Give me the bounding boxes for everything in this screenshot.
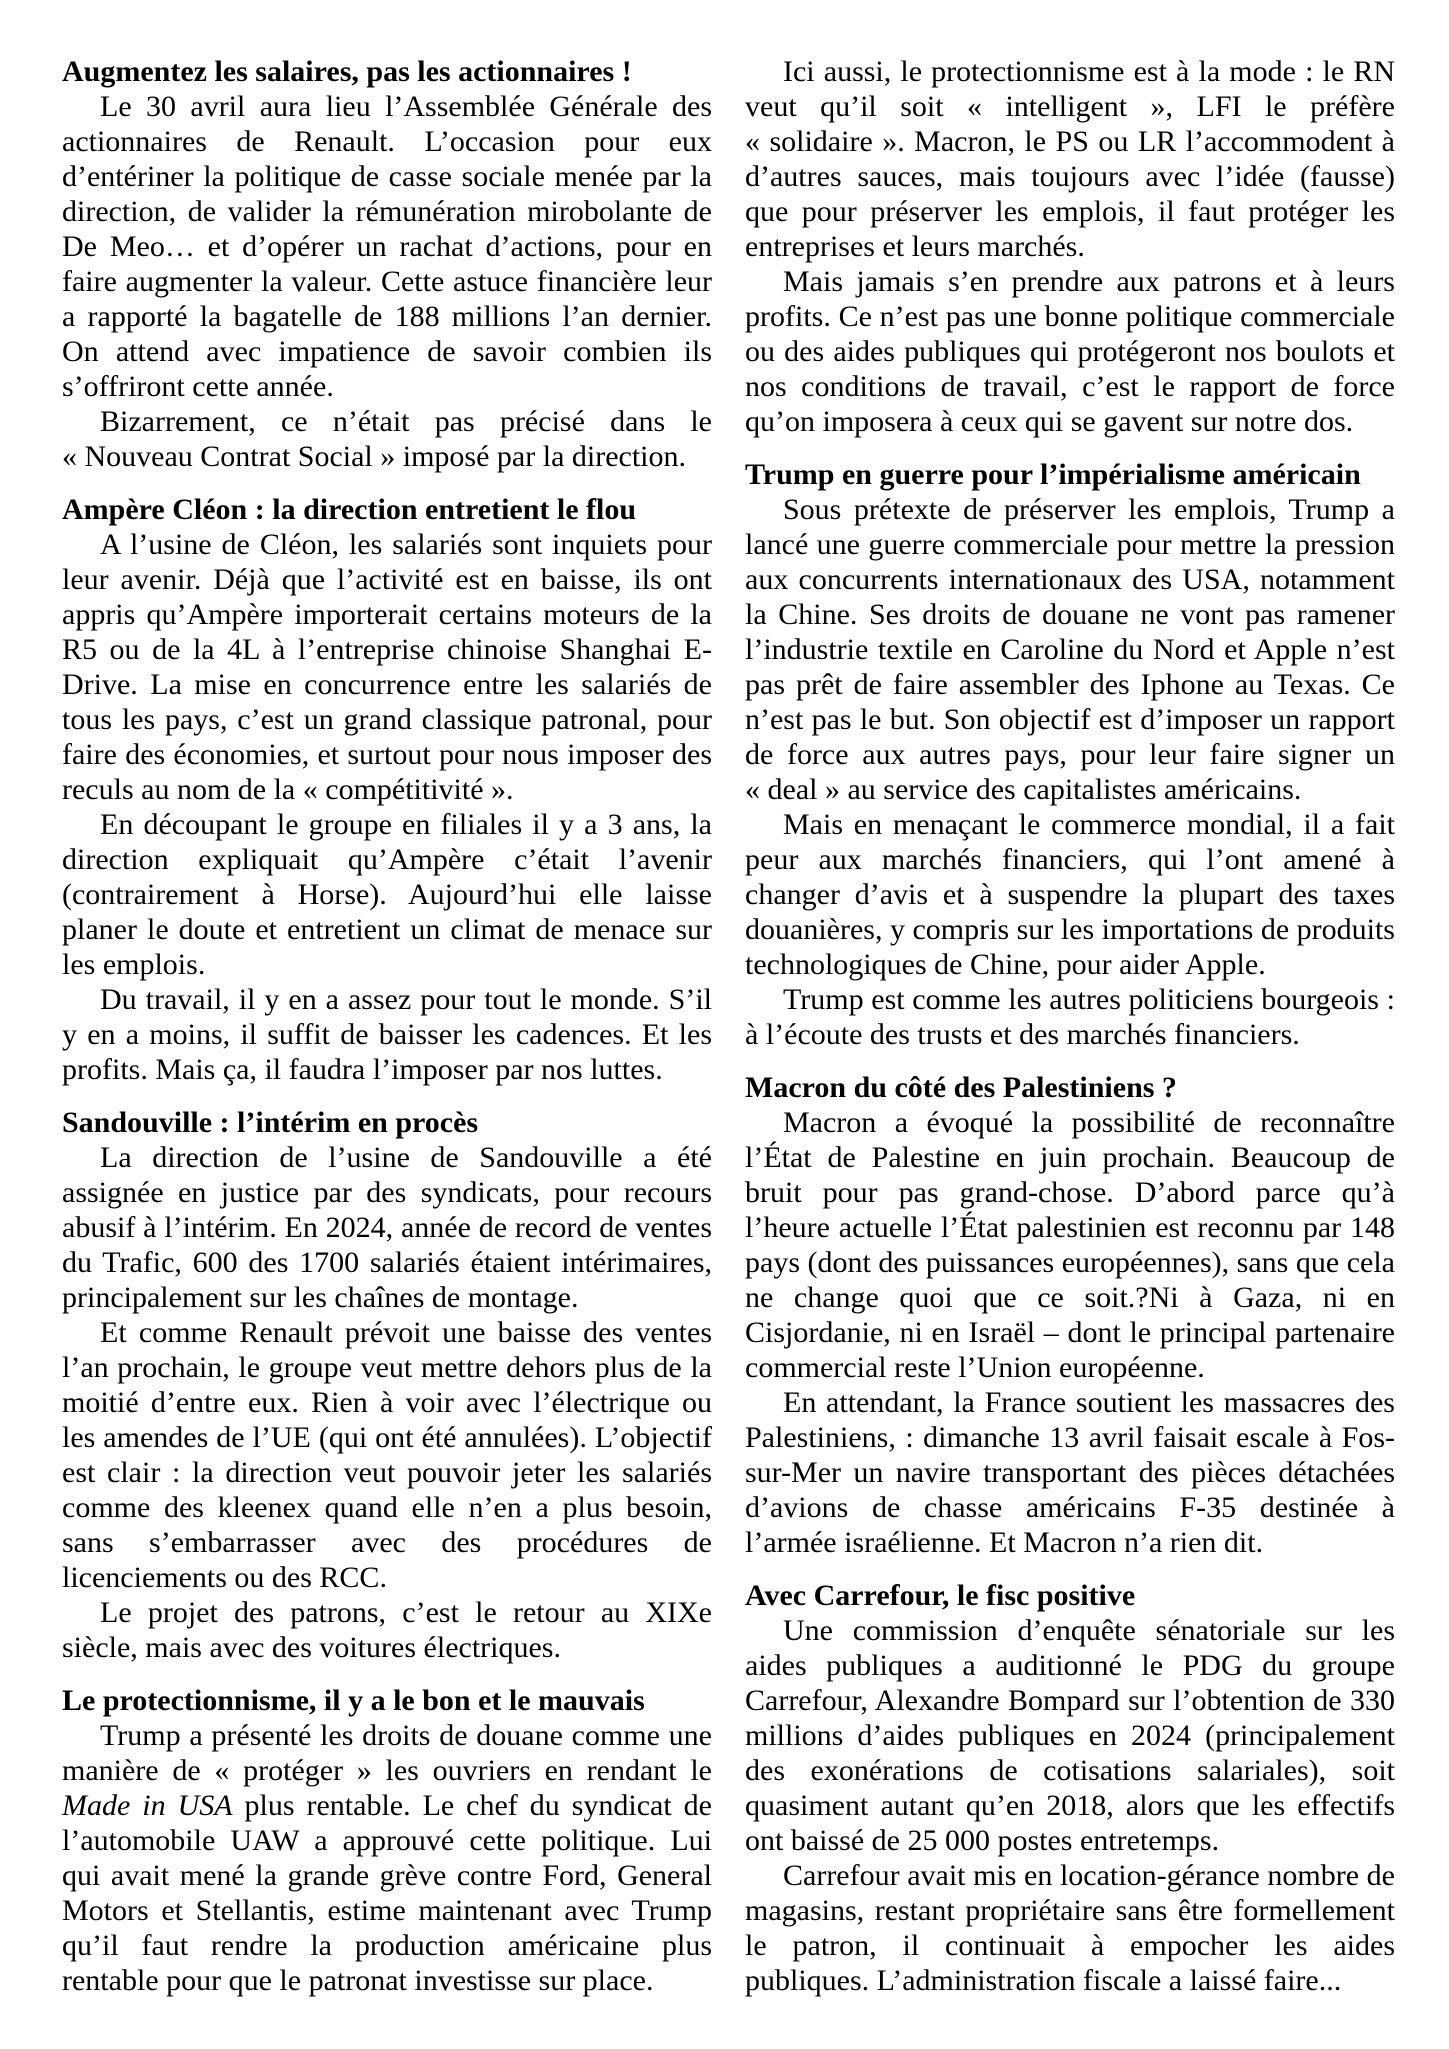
article-section xyxy=(62,492,712,1087)
paragraph: Le projet des patrons, c’est le retour au XIXe siècle, mais avec des voitures électriques. xyxy=(62,1596,712,1664)
section-heading: Avec Carrefour, le fisc positive xyxy=(745,1579,1136,1612)
paragraph: A l’usine de Cléon, les salariés sont inquiets pour leur avenir. Déjà que l’activité est en baisse, ils ont appris qu’Ampère importerait certains moteurs de la R5 ou de la 4L à l’entreprise chinoise Shanghai E-Drive. La mise en concurrence entre les salariés de tous les pays, c’est un grand classique patronal, pour faire des économies, et surtout pour nous imposer des reculs au nom de la « compétitivité ». xyxy=(62,528,712,806)
section-heading: Sandouville : l’intérim en procès xyxy=(62,1106,479,1139)
section-heading: Augmentez les salaires, pas les actionnaires ! xyxy=(62,55,632,88)
section-heading: Ampère Cléon : la direction entretient le flou xyxy=(62,493,637,526)
paragraph: Et comme Renault prévoit une baisse des ventes l’an prochain, le groupe veut mettre dehors plus de la moitié d’entre eux. Rien à voir avec l’électrique ou les amendes de l’UE (qui ont été annulées). L’objectif est clair : la direction veut pouvoir jeter les salariés comme des kleenex quand elle n’en a plus besoin, sans s’embarrasser avec des procédures de licenciements ou des RCC. xyxy=(62,1316,712,1594)
paragraph: La direction de l’usine de Sandouville a été assignée en justice par des syndicats, pour recours abusif à l’intérim. En 2024, année de record de ventes du Trafic, 600 des 1700 salariés étaient intérimaires, principalement sur les chaînes de montage. xyxy=(62,1141,712,1314)
paragraph: Bizarrement, ce n’était pas précisé dans le « Nouveau Contrat Social » imposé par la direction. xyxy=(62,405,712,473)
italic-text-run: Made in USA xyxy=(62,1789,233,1822)
text-column-left xyxy=(62,54,712,2049)
paragraph: Du travail, il y en a assez pour tout le monde. S’il y en a moins, il suffit de baisser les cadences. Et les profits. Mais ça, il faudra l’imposer par nos luttes. xyxy=(62,983,712,1086)
article-section xyxy=(745,54,1395,439)
paragraph: Ici aussi, le protectionnisme est à la mode : le RN veut qu’il soit « intelligent », LFI le préfère « solidaire ». Macron, le PS ou LR l’accommodent à d’autres sauces, mais toujours avec l’idée (fausse) que pour préserver les emplois, il faut protéger les entreprises et leurs marchés. xyxy=(745,55,1395,263)
paragraph: Une commission d’enquête sénatoriale sur les aides publiques a auditionné le PDG du groupe Carrefour, Alexandre Bompard sur l’obtention de 330 millions d’aides publiques en 2024 (principalement des exonérations de cotisations salariales), soit quasiment autant qu’en 2018, alors que les effectifs ont baissé de 25 000 postes entretemps. xyxy=(745,1614,1395,1857)
text-run: Trump a présenté les droits de douane comme une manière de « protéger » les ouvriers en rendant le xyxy=(62,1719,712,1787)
paragraph: Mais en menaçant le commerce mondial, il a fait peur aux marchés financiers, qui l’ont amené à changer d’avis et à suspendre la plupart des taxes douanières, y compris sur les importations de produits technologiques de Chine, pour aider Apple. xyxy=(745,808,1395,981)
paragraph xyxy=(62,1718,712,1998)
article-section xyxy=(62,1683,712,1998)
article-section xyxy=(62,1105,712,1665)
paragraph: Trump est comme les autres politiciens bourgeois : à l’écoute des trusts et des marchés financiers. xyxy=(745,983,1395,1051)
section-heading: Trump en guerre pour l’impérialisme américain xyxy=(745,458,1361,491)
paragraph: Carrefour avait mis en location-gérance nombre de magasins, restant propriétaire sans être formellement le patron, il continuait à empocher les aides publiques. L’administration fiscale a laissé faire... xyxy=(745,1859,1395,1997)
article-section xyxy=(745,1070,1395,1560)
paragraph: Mais jamais s’en prendre aux patrons et à leurs profits. Ce n’est pas une bonne politique commerciale ou des aides publiques qui protégeront nos boulots et nos conditions de travail, c’est le rapport de force qu’on imposera à ceux qui se gavent sur notre dos. xyxy=(745,265,1395,438)
text-run: plus rentable. Le chef du syndicat de l’automobile UAW a approuvé cette politique. Lui qui avait mené la grande grève contre Ford, General Motors et Stellantis, estime maintenant avec Trump qu’il faut rendre la production américaine plus rentable pour que le patronat investisse sur place. xyxy=(62,1789,712,1997)
paragraph: Sous prétexte de préserver les emplois, Trump a lancé une guerre commerciale pour mettre la pression aux concurrents internationaux des USA, notamment la Chine. Ses droits de douane ne vont pas ramener l’industrie textile en Caroline du Nord et Apple n’est pas prêt de faire assembler des Iphone au Texas. Ce n’est pas le but. Son objectif est d’imposer un rapport de force aux autres pays, pour leur faire signer un « deal » au service des capitalistes américains. xyxy=(745,493,1395,806)
paragraph: Macron a évoqué la possibilité de reconnaître l’État de Palestine en juin prochain. Beaucoup de bruit pour pas grand-chose. D’abord parce qu’à l’heure actuelle l’État palestinien est reconnu par 148 pays (dont des puissances européennes), sans que cela ne change quoi que ce soit.?Ni à Gaza, ni en Cisjordanie, ni en Israël – dont le principal partenaire commercial reste l’Union européenne. xyxy=(745,1106,1395,1384)
section-heading: Le protectionnisme, il y a le bon et le mauvais xyxy=(62,1684,645,1717)
paragraph: En attendant, la France soutient les massacres des Palestiniens, : dimanche 13 avril faisait escale à Fos-sur-Mer un navire transportant des pièces détachées d’avions de chasse américains F-35 destinée à l’armée israélienne. Et Macron n’a rien dit. xyxy=(745,1386,1395,1559)
article-section xyxy=(62,54,712,474)
text-column-right xyxy=(745,54,1395,2049)
section-heading: Macron du côté des Palestiniens ? xyxy=(745,1071,1177,1104)
article-section xyxy=(745,457,1395,1052)
paragraph: Le 30 avril aura lieu l’Assemblée Générale des actionnaires de Renault. L’occasion pour eux d’entériner la politique de casse sociale menée par la direction, de valider la rémunération mirobolante de De Meo… et d’opérer un rachat d’actions, pour en faire augmenter la valeur. Cette astuce financière leur a rapporté la bagatelle de 188 millions l’an dernier. On attend avec impatience de savoir combien ils s’offriront cette année. xyxy=(62,90,712,403)
paragraph: En découpant le groupe en filiales il y a 3 ans, la direction expliquait qu’Ampère c’était l’avenir (contrairement à Horse). Aujourd’hui elle laisse planer le doute et entretient un climat de menace sur les emplois. xyxy=(62,808,712,981)
article-section xyxy=(745,1578,1395,1998)
